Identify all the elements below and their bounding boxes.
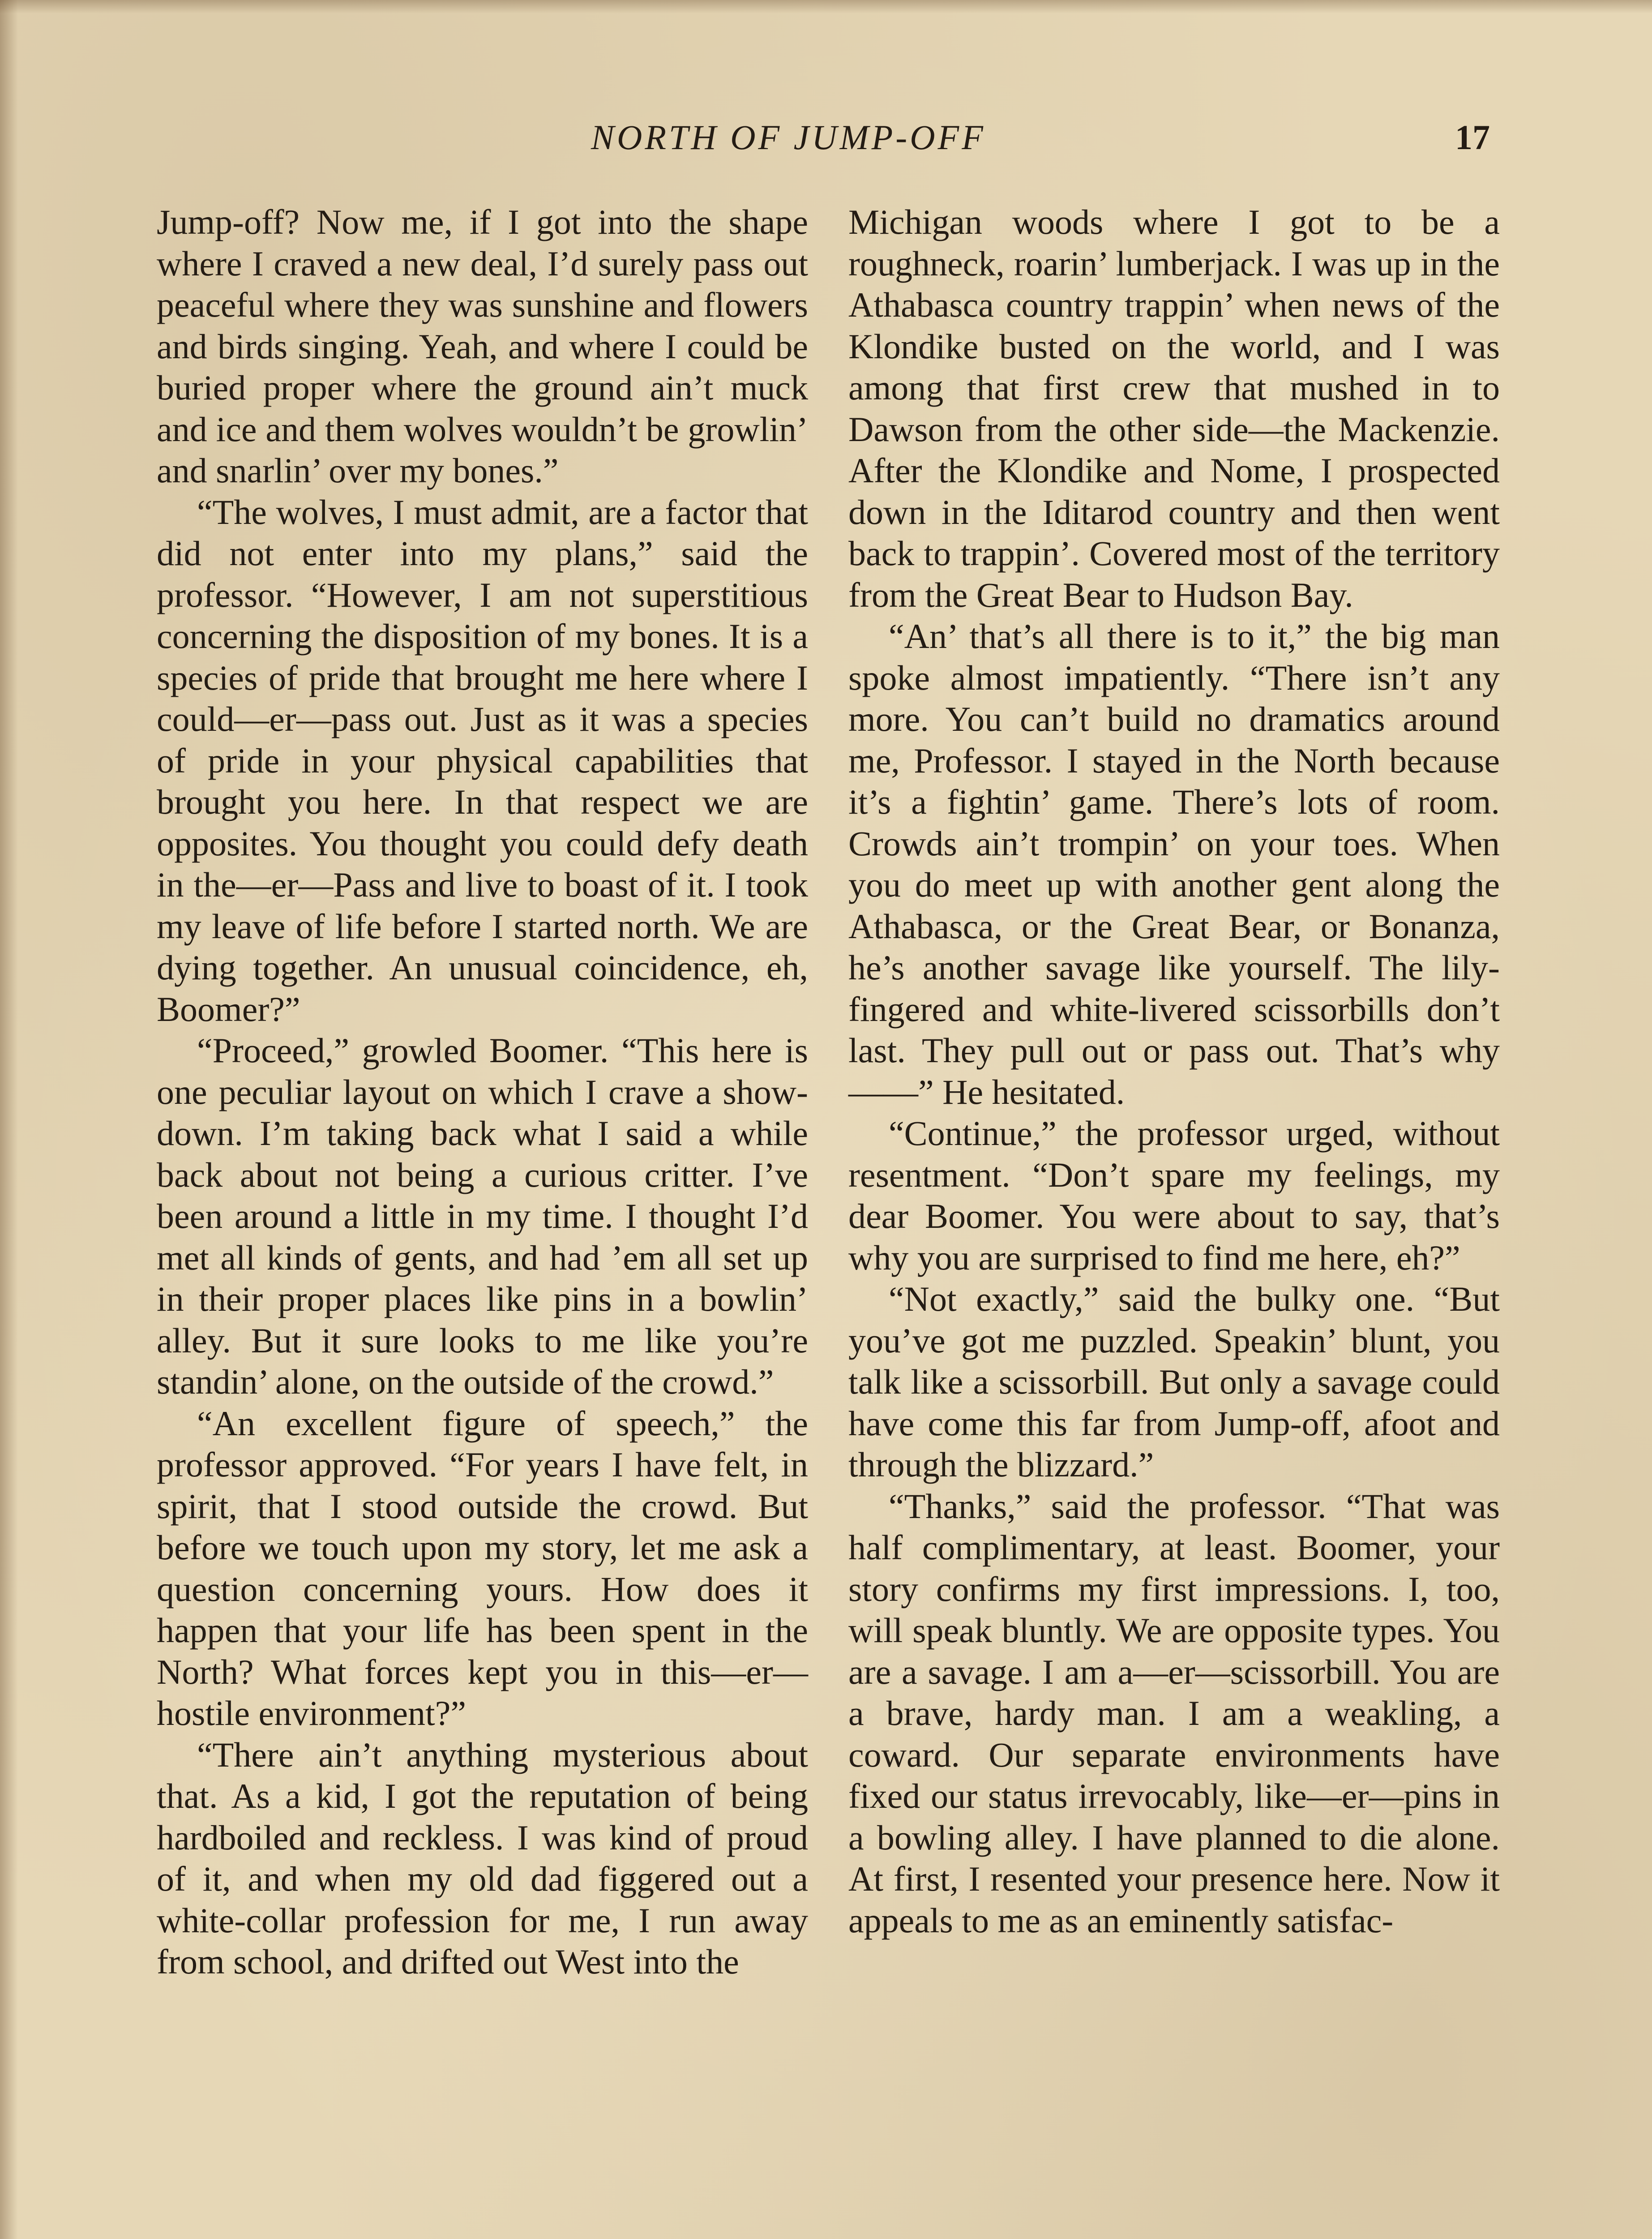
paragraph: “The wolves, I must admit, are a factor that did not enter into my plans,” said the professor. “However, I am not superstitious concerning the disposition of my bones. It is a species of pride that brought me here where I could—er—pass out. Just as it was a species of pride in your physical capabilities that brought you here. In that respect we are opposites. You thought you could defy death in the—er—Pass and live to boast of it. I took my leave of life before I started north. We are dying together. An unusual coincidence, eh, Boomer?” [157, 492, 808, 1029]
paragraph: “An excellent figure of speech,” the professor approved. “For years I have felt, in spirit, that I stood outside the crowd. But before we touch upon my story, let me ask a question concerning yours. How does it happen that your life has been spent in the North? What forces kept you in this—er—hostile environment?” [157, 1403, 808, 1733]
paragraph: “Thanks,” said the professor. “That was half complimentary, at least. Boomer, your story confirms my first impressions. I, too, will speak bluntly. We are opposite types. You are a savage. I am a—er—scissorbill. You are a brave, hardy man. I am a weakling, a coward. Our separate environments have fixed our status irrevocably, like—er—pins in a bowling alley. I have planned to die alone. At first, I resented your presence here. Now it appeals to me as an eminently satisfac- [848, 1486, 1500, 1940]
paragraph: Jump-off? Now me, if I got into the shape where I craved a new deal, I’d surely pass out peaceful where they was sunshine and flowers and birds singing. Yeah, and where I could be buried proper where the ground ain’t muck and ice and them wolves wouldn’t be growlin’ and snarlin’ over my bones.” [157, 202, 808, 490]
right-column [848, 202, 1500, 1941]
paragraph: Michigan woods where I got to be a roughneck, roarin’ lumberjack. I was up in the Athabasca country trappin’ when news of the Klondike busted on the world, and I was among that first crew that mushed in to Dawson from the other side—the Mackenzie. After the Klondike and Nome, I prospected down in the Iditarod country and then went back to trappin’. Covered most of the territory from the Great Bear to Hudson Bay. [848, 202, 1500, 614]
running-title: NORTH OF JUMP-OFF [591, 118, 986, 157]
page-number: 17 [1455, 118, 1490, 157]
paragraph: “Continue,” the professor urged, without resentment. “Don’t spare my feelings, my dear Boomer. You were about to say, that’s why you are surprised to find me here, eh?” [848, 1114, 1500, 1277]
paragraph: “There ain’t anything mysterious about that. As a kid, I got the reputation of being hardboiled and reckless. I was kind of proud of it, and when my old dad figgered out a white-collar profession for me, I run away from school, and drifted out West into the [157, 1735, 808, 1981]
page-shadow-top [0, 0, 1652, 13]
page-shadow-left [0, 0, 18, 2239]
paragraph: “Proceed,” growled Boomer. “This here is one peculiar layout on which I crave a show-down. I’m taking back what I said a while back about not being a curious critter. I’ve been around a little in my time. I thought I’d met all kinds of gents, and had ’em all set up in their proper places like pins in a bowlin’ alley. But it sure looks to me like you’re standin’ alone, on the outside of the crowd.” [157, 1031, 808, 1401]
paragraph: “An’ that’s all there is to it,” the big man spoke almost impatiently. “There isn’t any more. You can’t build no dramatics around me, Professor. I stayed in the North because it’s a fightin’ game. There’s lots of room. Crowds ain’t trompin’ on your toes. When you do meet up with another gent along the Athabasca, or the Great Bear, or Bonanza, he’s another savage like yourself. The lily-fingered and white-livered scissorbills don’t last. They pull out or pass out. That’s why——” He hesitated. [848, 617, 1500, 1111]
left-column [157, 202, 808, 1983]
paragraph: “Not exactly,” said the bulky one. “But you’ve got me puzzled. Speakin’ blunt, you talk like a scissorbill. But only a savage could have come this far from Jump-off, afoot and through the blizzard.” [848, 1279, 1500, 1484]
